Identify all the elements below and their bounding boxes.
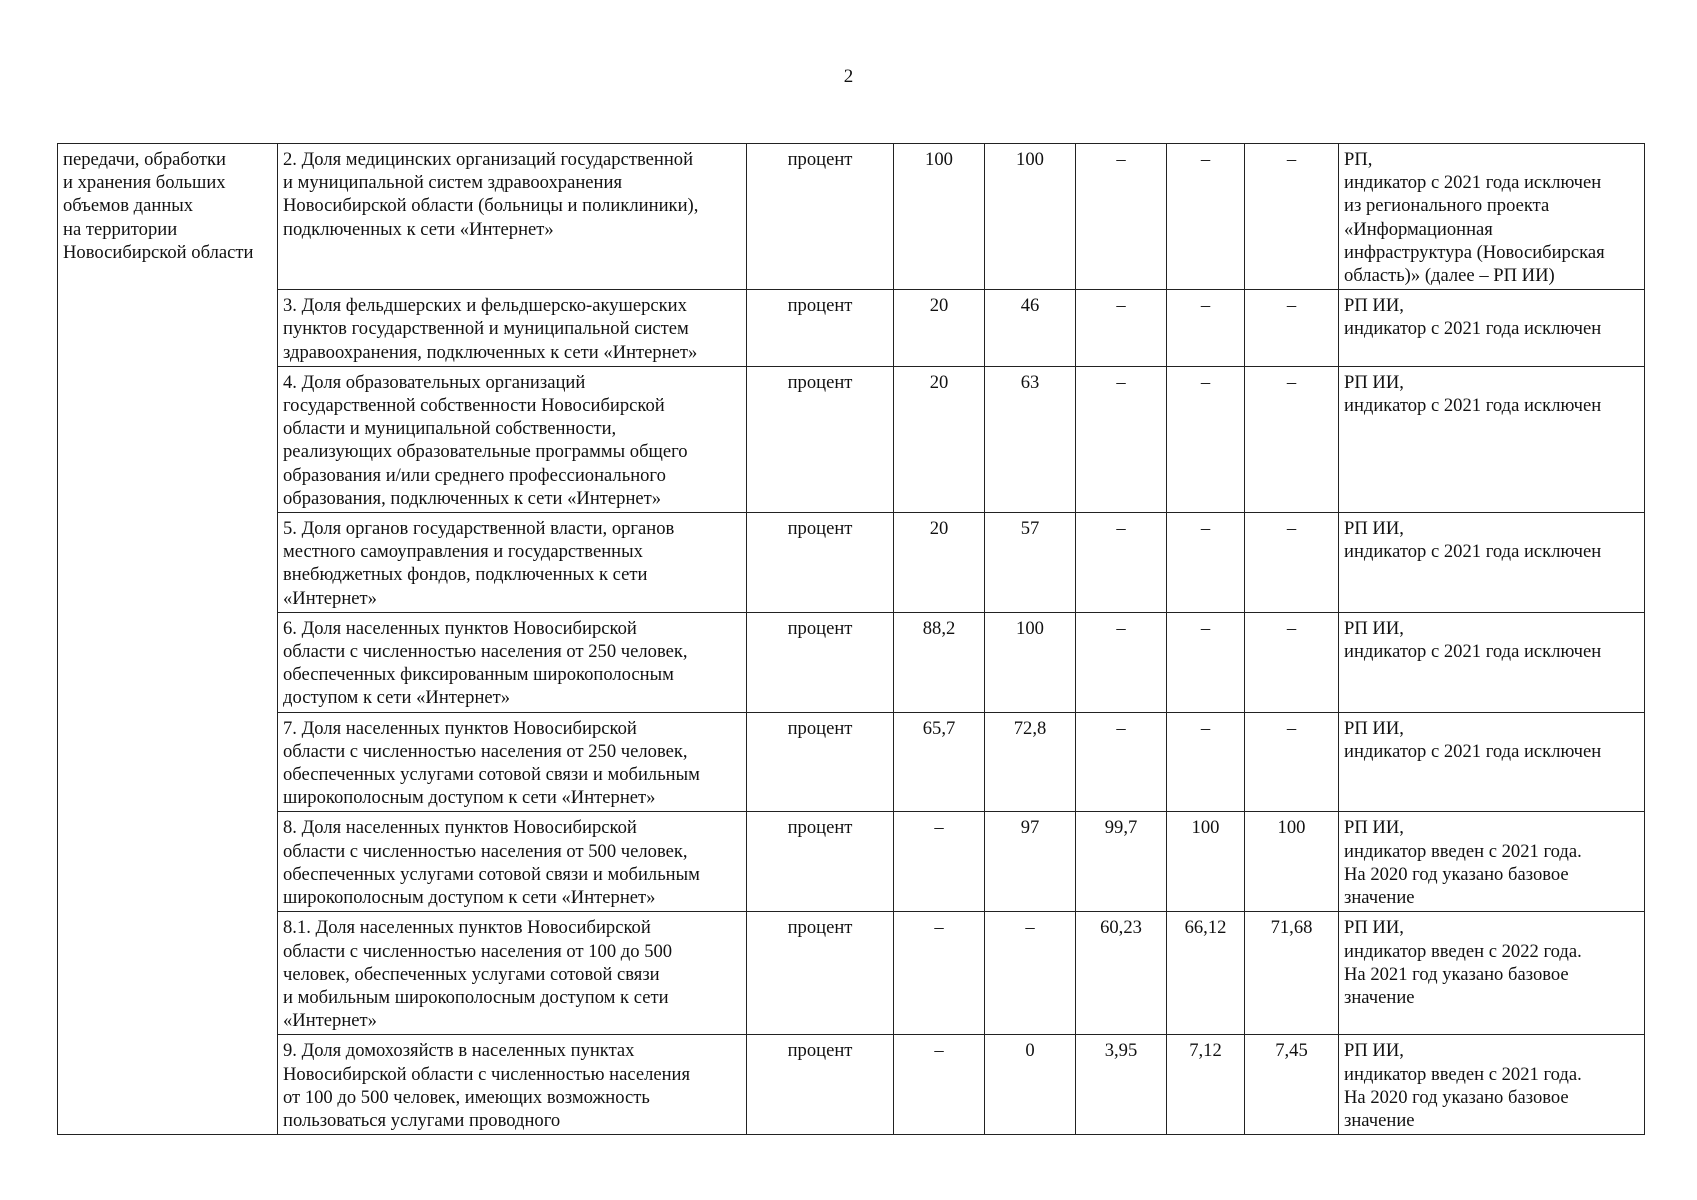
note-line: РП ИИ, [1344, 717, 1404, 739]
value-cell: 60,23 [1076, 912, 1167, 1035]
indicator-line: 5. Доля органов государственной власти, органов [283, 518, 675, 540]
value-cell: 71,68 [1245, 912, 1339, 1035]
note-line: индикатор с 2021 года исключен [1344, 395, 1602, 417]
value-cell: – [1076, 290, 1167, 367]
note-cell [1339, 290, 1645, 367]
unit-cell: процент [747, 912, 894, 1035]
indicator-cell [278, 290, 747, 367]
indicator-line: обеспеченных услугами сотовой связи и мобильным [283, 764, 700, 786]
note-cell [1339, 812, 1645, 912]
group-cell-line: Новосибирской области [63, 241, 254, 263]
unit-cell: процент [747, 812, 894, 912]
value-cell: – [1167, 612, 1245, 712]
indicator-line: доступом к сети «Интернет» [283, 687, 511, 709]
value-cell: 100 [894, 144, 985, 290]
indicator-line: 8.1. Доля населенных пунктов Новосибирской [283, 917, 651, 939]
indicator-line: и мобильным широкополосным доступом к сети [283, 986, 669, 1008]
value-cell: 100 [1245, 812, 1339, 912]
value-cell: – [1076, 513, 1167, 613]
table-row [58, 513, 1645, 613]
indicator-line: области с численностью населения от 250 человек, [283, 740, 688, 762]
value-cell: 46 [985, 290, 1076, 367]
unit-cell: процент [747, 513, 894, 613]
indicator-line: пользоваться услугами проводного [283, 1109, 561, 1131]
indicator-line: 7. Доля населенных пунктов Новосибирской [283, 717, 637, 739]
indicator-line: «Интернет» [283, 1010, 377, 1032]
value-cell: – [1076, 144, 1167, 290]
indicator-line: 4. Доля образовательных организаций [283, 371, 586, 393]
indicator-line: местного самоуправления и государственных [283, 541, 643, 563]
value-cell: – [894, 912, 985, 1035]
value-cell: 100 [1167, 812, 1245, 912]
note-line: На 2020 год указано базовое [1344, 863, 1569, 885]
table-body [58, 144, 1645, 1135]
indicator-line: от 100 до 500 человек, имеющих возможность [283, 1086, 650, 1108]
indicator-line: обеспеченных фиксированным широкополосным [283, 664, 674, 686]
value-cell: – [1167, 290, 1245, 367]
indicator-line: Новосибирской области (больницы и поликлиники), [283, 195, 699, 217]
note-cell [1339, 513, 1645, 613]
note-line: индикатор с 2021 года исключен [1344, 172, 1602, 194]
note-line: из регионального проекта [1344, 195, 1550, 217]
value-cell: – [1245, 144, 1339, 290]
value-cell: 20 [894, 513, 985, 613]
value-cell: 0 [985, 1035, 1076, 1135]
value-cell: 7,45 [1245, 1035, 1339, 1135]
value-cell: – [1076, 366, 1167, 512]
group-cell-line: передачи, обработки [63, 149, 227, 170]
indicator-line: человек, обеспеченных услугами сотовой связи [283, 963, 660, 985]
note-line: «Информационная [1344, 218, 1493, 240]
indicator-line: широкополосным доступом к сети «Интернет» [283, 787, 656, 809]
value-cell: 72,8 [985, 712, 1076, 812]
unit-cell: процент [747, 366, 894, 512]
indicator-cell [278, 912, 747, 1035]
value-cell: – [1245, 612, 1339, 712]
value-cell: 66,12 [1167, 912, 1245, 1035]
value-cell: 99,7 [1076, 812, 1167, 912]
value-cell: 100 [985, 612, 1076, 712]
indicator-cell [278, 1035, 747, 1135]
value-cell: 20 [894, 366, 985, 512]
note-cell [1339, 1035, 1645, 1135]
indicator-line: области с численностью населения от 250 человек, [283, 641, 688, 663]
table-row [58, 366, 1645, 512]
indicator-line: Новосибирской области с численностью населения [283, 1063, 691, 1085]
unit-cell: процент [747, 290, 894, 367]
group-cell-line: объемов данных [63, 195, 194, 217]
value-cell: – [1245, 712, 1339, 812]
value-cell: 88,2 [894, 612, 985, 712]
table-row [58, 612, 1645, 712]
note-line: РП ИИ, [1344, 817, 1404, 839]
indicator-line: «Интернет» [283, 587, 377, 609]
note-line: РП ИИ, [1344, 295, 1404, 317]
note-cell [1339, 712, 1645, 812]
indicator-line: 8. Доля населенных пунктов Новосибирской [283, 817, 637, 839]
unit-cell: процент [747, 612, 894, 712]
note-line: индикатор введен с 2021 года. [1344, 1063, 1582, 1085]
indicator-cell [278, 366, 747, 512]
value-cell: – [894, 812, 985, 912]
group-cell-line: и хранения больших [63, 172, 226, 194]
indicator-line: реализующих образовательные программы общего [283, 441, 688, 463]
note-line: индикатор с 2021 года исключен [1344, 740, 1602, 762]
value-cell: – [1167, 366, 1245, 512]
note-line: индикатор с 2021 года исключен [1344, 318, 1602, 340]
indicator-line: подключенных к сети «Интернет» [283, 218, 554, 240]
value-cell: – [1167, 144, 1245, 290]
value-cell: – [1076, 612, 1167, 712]
table-row [58, 290, 1645, 367]
indicator-line: 2. Доля медицинских организаций государственной [283, 149, 694, 170]
value-cell: – [985, 912, 1076, 1035]
unit-cell: процент [747, 144, 894, 290]
indicator-line: области с численностью населения от 500 человек, [283, 840, 688, 862]
note-line: индикатор введен с 2022 года. [1344, 940, 1582, 962]
value-cell: 20 [894, 290, 985, 367]
value-cell: – [894, 1035, 985, 1135]
group-cell-line: на территории [63, 218, 178, 240]
value-cell: – [1245, 290, 1339, 367]
value-cell: 7,12 [1167, 1035, 1245, 1135]
group-cell [58, 144, 278, 1135]
unit-cell: процент [747, 712, 894, 812]
indicator-line: государственной собственности Новосибирской [283, 395, 665, 417]
note-line: область)» (далее – РП ИИ) [1344, 265, 1555, 287]
note-line: РП, [1344, 149, 1373, 170]
table-row [58, 912, 1645, 1035]
value-cell: 100 [985, 144, 1076, 290]
indicator-line: области и муниципальной собственности, [283, 418, 617, 440]
table-row [58, 1035, 1645, 1135]
note-line: На 2020 год указано базовое [1344, 1086, 1569, 1108]
indicator-line: 3. Доля фельдшерских и фельдшерско-акушерских [283, 295, 687, 317]
indicator-line: обеспеченных услугами сотовой связи и мобильным [283, 863, 700, 885]
value-cell: – [1167, 513, 1245, 613]
indicator-line: широкополосным доступом к сети «Интернет» [283, 887, 656, 909]
indicator-line: внебюджетных фондов, подключенных к сети [283, 564, 648, 586]
indicator-cell [278, 144, 747, 290]
unit-cell: процент [747, 1035, 894, 1135]
table-row [58, 712, 1645, 812]
value-cell: – [1245, 513, 1339, 613]
indicator-line: и муниципальной систем здравоохранения [283, 172, 622, 194]
page-number: 2 [843, 66, 854, 87]
indicator-line: образования и/или среднего профессионального [283, 464, 666, 486]
indicators-table [57, 143, 1645, 1135]
note-line: РП ИИ, [1344, 917, 1404, 939]
indicator-line: области с численностью населения от 100 до 500 [283, 940, 673, 962]
indicator-cell [278, 612, 747, 712]
note-line: РП ИИ, [1344, 1040, 1404, 1062]
note-line: индикатор с 2021 года исключен [1344, 641, 1602, 663]
value-cell: 97 [985, 812, 1076, 912]
note-line: значение [1344, 887, 1415, 909]
note-line: значение [1344, 986, 1415, 1008]
note-cell [1339, 912, 1645, 1035]
value-cell: 3,95 [1076, 1035, 1167, 1135]
value-cell: – [1076, 712, 1167, 812]
value-cell: 65,7 [894, 712, 985, 812]
note-line: На 2021 год указано базовое [1344, 963, 1569, 985]
note-line: РП ИИ, [1344, 371, 1404, 393]
table-row [58, 144, 1645, 290]
note-cell [1339, 144, 1645, 290]
indicator-cell [278, 513, 747, 613]
indicator-cell [278, 812, 747, 912]
indicator-line: пунктов государственной и муниципальной систем [283, 318, 689, 340]
value-cell: 63 [985, 366, 1076, 512]
note-cell [1339, 366, 1645, 512]
indicator-line: здравоохранения, подключенных к сети «Интернет» [283, 341, 698, 363]
value-cell: – [1245, 366, 1339, 512]
note-line: индикатор введен с 2021 года. [1344, 840, 1582, 862]
note-cell [1339, 612, 1645, 712]
table-row [58, 812, 1645, 912]
indicator-line: 9. Доля домохозяйств в населенных пунктах [283, 1040, 635, 1062]
value-cell: – [1167, 712, 1245, 812]
note-line: инфраструктура (Новосибирская [1344, 241, 1605, 263]
value-cell: 57 [985, 513, 1076, 613]
note-line: значение [1344, 1109, 1415, 1131]
note-line: индикатор с 2021 года исключен [1344, 541, 1602, 563]
note-line: РП ИИ, [1344, 617, 1404, 639]
indicator-line: образования, подключенных к сети «Интернет» [283, 487, 662, 509]
indicator-line: 6. Доля населенных пунктов Новосибирской [283, 617, 637, 639]
indicator-cell [278, 712, 747, 812]
note-line: РП ИИ, [1344, 518, 1404, 540]
